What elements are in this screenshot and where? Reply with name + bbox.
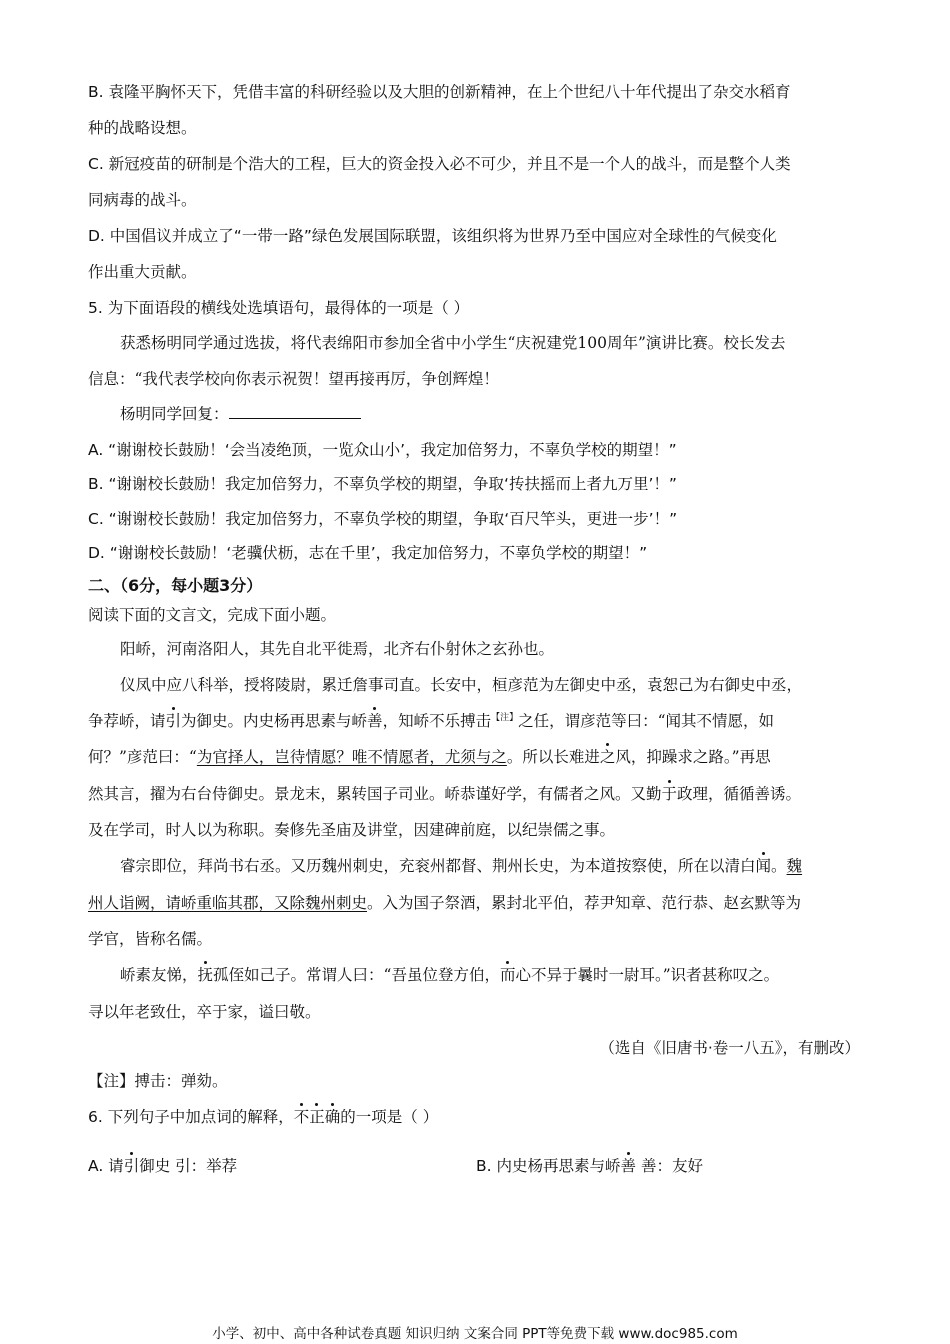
page-footer: 小学、初中、高中各种试卷真题 知识归纳 文案合同 PPT等免费下载 www.doc985.com xyxy=(212,1326,738,1342)
q5-passage-line1: 获悉杨明同学通过选拔，将代表绵阳市参加全省中小学生“庆祝建党100周年”演讲比赛。校长发去 xyxy=(120,334,786,352)
text-run: 。 xyxy=(771,857,787,875)
text-run: 。入为国子祭酒，累封北平伯，荐尹知章、范行恭、赵玄默等为 xyxy=(367,894,802,912)
text-run: 御史 引：举荐 xyxy=(139,1157,238,1175)
text-run: 心不异于曩时一尉耳。”识者甚称叹之。 xyxy=(515,966,780,984)
passage-source: （选自《旧唐书·卷一八五》，有删改） xyxy=(599,1039,860,1057)
q4-option-c-line1: C. 新冠疫苗的研制是个浩大的工程，巨大的资金投入必不可少，并且不是一个人的战斗，而是整个人类 xyxy=(88,155,791,173)
passage-line-4 xyxy=(88,746,860,768)
passage-line-9: 学官，皆称名儒。 xyxy=(88,930,213,948)
section-instruction: 阅读下面的文言文，完成下面小题。 xyxy=(88,606,337,624)
q5-stem: 5. 为下面语段的横线处选填语句，最得体的一项是（ ） xyxy=(88,299,470,317)
section-heading: 二、（6分，每小题3分） xyxy=(88,576,263,595)
q4-option-b-line1: B. 袁隆平胸怀天下，凭借丰富的科研经验以及大胆的创新精神，在上个世纪八十年代提出了杂交水稻育 xyxy=(88,83,791,101)
q4-option-c-line2: 同病毒的战斗。 xyxy=(88,191,197,209)
underlined-sentence-1: 为官择人，岂待情愿？唯不情愿者，尤须与之 xyxy=(196,748,507,766)
text-run: ，知峤不乐搏击 xyxy=(382,712,492,730)
text-run: 的一项是（ ） xyxy=(340,1108,439,1126)
q6-stem xyxy=(88,1106,860,1128)
text-run: 6. 下列句子中加点词的解释， xyxy=(88,1108,294,1126)
underlined-sentence-2: 州人诣阙，请峤重临其郡，又除魏州刺史 xyxy=(88,894,368,912)
text-run: 善：友好 xyxy=(636,1157,703,1175)
passage-note: 【注】搏击：弹劾。 xyxy=(88,1072,228,1090)
passage-line-10 xyxy=(120,964,860,986)
q6-option-a xyxy=(88,1157,237,1175)
dotted-word-shan: 善 xyxy=(367,712,383,730)
q5-option-c: C. “谢谢校长鼓励！我定加倍努力，不辜负学校的期望，争取‘百尺竿头，更进一步’！” xyxy=(88,510,678,528)
q4-option-d-line2: 作出重大贡献。 xyxy=(88,263,197,281)
passage-line-8 xyxy=(88,892,860,914)
dotted-char: 正 xyxy=(309,1108,325,1126)
dotted-word-zhi: 之 xyxy=(599,748,616,766)
text-run: 睿宗即位，拜尚书右丞。又历魏州刺史，充衮州都督、荆州长史，为本道按察使，所在以清白 xyxy=(120,857,756,875)
dotted-char: 确 xyxy=(324,1108,341,1126)
dotted-word-yin: 引 xyxy=(165,712,182,730)
underlined-sentence-2-start: 魏 xyxy=(786,857,803,875)
dotted-word-fu: 抚 xyxy=(197,966,214,984)
passage-line-5 xyxy=(88,783,860,805)
passage-line-2: 仪凤中应八科举，授将陵尉，累迁詹事司直。长安中，桓彦范为左御史中丞，袁恕己为右御史中丞， xyxy=(120,676,803,694)
q5-reply-line xyxy=(120,403,860,425)
passage-line-3 xyxy=(88,710,860,732)
q4-option-b-line2: 种的战略设想。 xyxy=(88,119,197,137)
q5-option-a: A. “谢谢校长鼓励！‘会当凌绝顶，一览众山小’，我定加倍努力，不辜负学校的期望！” xyxy=(88,441,677,459)
passage-line-7 xyxy=(120,855,860,877)
q4-option-d-line1: D. 中国倡议并成立了“一带一路”绿色发展国际联盟，该组织将为世界乃至中国应对全球性的气候变化 xyxy=(88,227,777,245)
answer-blank xyxy=(229,404,361,419)
q5-passage-line2: 信息：“我代表学校向你表示祝贺！望再接再厉，争创辉煌！ xyxy=(88,370,499,388)
text-run: 争荐峤，请 xyxy=(88,712,166,730)
q5-reply-label: 杨明同学回复： xyxy=(120,405,229,423)
text-run: 为御史。内史杨再思素与峤 xyxy=(181,712,368,730)
q5-option-b: B. “谢谢校长鼓励！我定加倍努力，不辜负学校的期望，争取‘抟扶摇而上者九万里’！” xyxy=(88,475,677,493)
passage-line-11: 寻以年老致仕，卒于家，谥曰敬。 xyxy=(88,1003,321,1021)
text-run: B. 内史杨再思素与峤 xyxy=(476,1157,621,1175)
dotted-word-wen: 闻 xyxy=(755,857,772,875)
passage-line-1: 阳峤，河南洛阳人，其先自北平徙焉，北齐右仆射休之玄孙也。 xyxy=(120,640,555,658)
q6-option-b xyxy=(476,1155,860,1177)
text-run: 风，抑躁求之路。”再思 xyxy=(615,748,771,766)
text-run: 之任，谓彦范等曰：“闻其不情愿，如 xyxy=(518,712,775,730)
text-run: 孤侄如己子。常谓人曰：“吾虽位登方伯， xyxy=(213,966,500,984)
text-run: 峤素友悌， xyxy=(120,966,198,984)
passage-line-6: 及在学司，时人以为称职。奏修先圣庙及讲堂，因建碑前庭，以纪崇儒之事。 xyxy=(88,821,616,839)
dotted-word-er: 而 xyxy=(499,966,516,984)
q5-option-d: D. “谢谢校长鼓励！‘老骥伏枥，志在千里’，我定加倍努力，不辜负学校的期望！” xyxy=(88,544,648,562)
dotted-word-shan: 善 xyxy=(620,1157,637,1175)
text-run: A. 请 xyxy=(88,1157,124,1175)
dotted-word-yu: 于 xyxy=(661,785,678,803)
text-run: 政理，循循善诱。 xyxy=(677,785,802,803)
text-run: 何？”彦范曰：“ xyxy=(88,748,197,766)
dotted-word-yin: 引 xyxy=(123,1157,140,1175)
note-marker: 【注】 xyxy=(491,712,519,723)
text-run: 。所以长难进 xyxy=(506,748,600,766)
dotted-char: 不 xyxy=(293,1108,310,1126)
text-run: 然其言，擢为右台侍御史。景龙末，累转国子司业。峤恭谨好学，有儒者之风。又勤 xyxy=(88,785,662,803)
